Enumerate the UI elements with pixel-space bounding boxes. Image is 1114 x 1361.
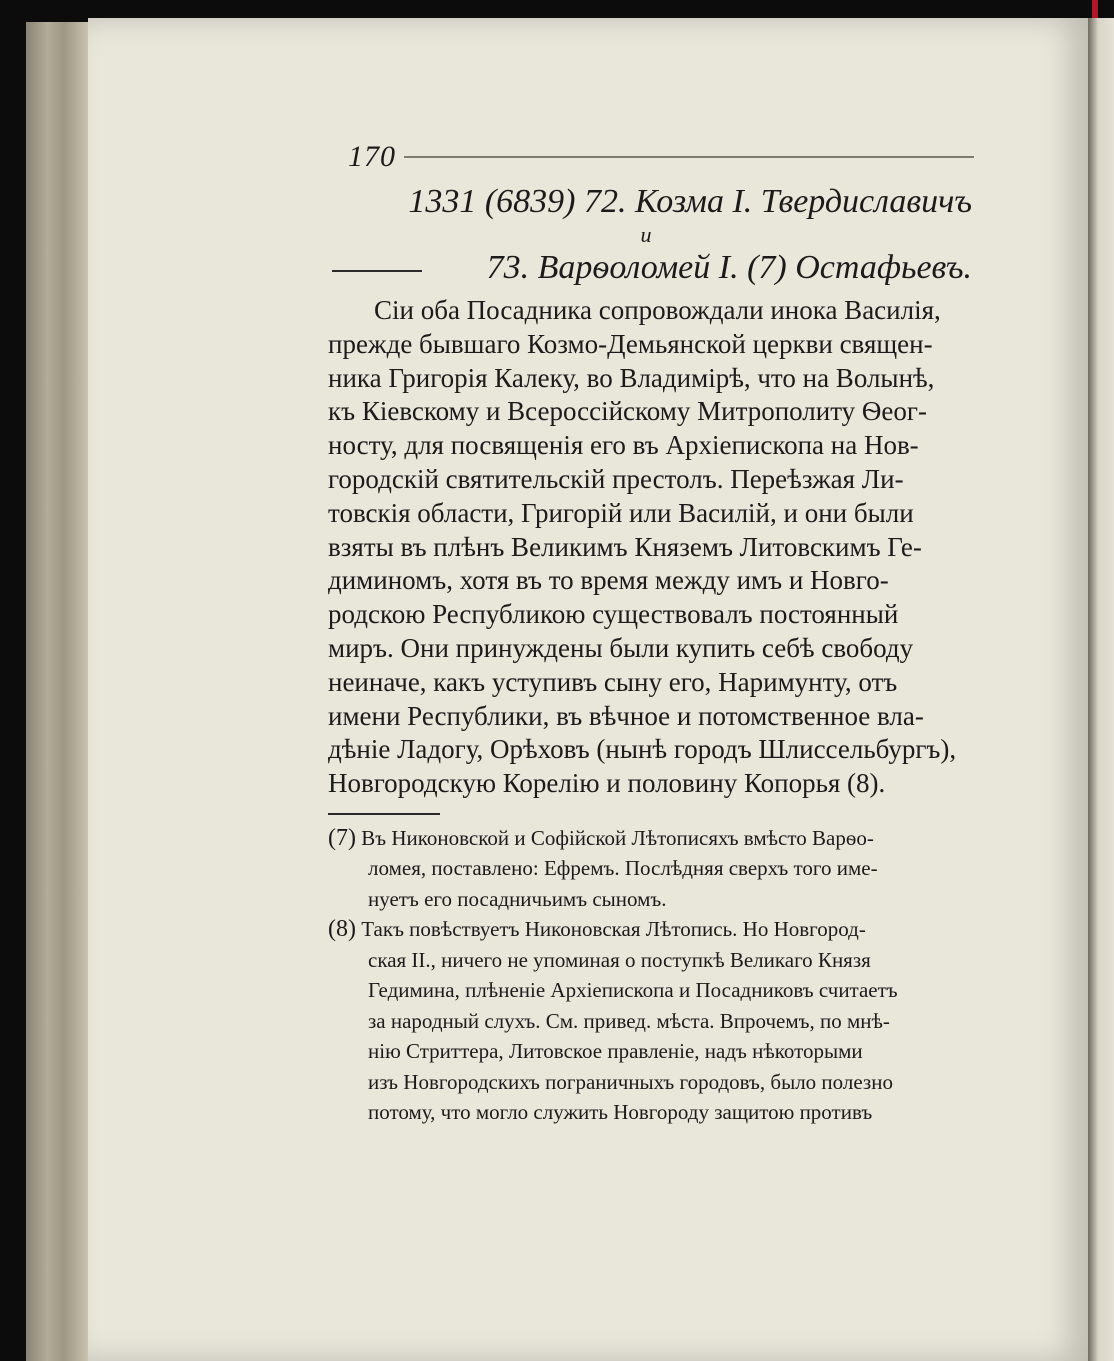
body-paragraph <box>236 294 976 801</box>
footnote-line: изъ Новгородскихъ пограничныхъ городовъ, было полезно <box>368 1069 893 1094</box>
body-line: неиначе, какъ уступивъ сыну его, Наримунту, отъ <box>328 666 898 697</box>
body-line: городскій святительскій престолъ. Переѣзжая Ли- <box>328 463 904 494</box>
footnote-line: ломея, поставлено: Ефремъ. Послѣдняя сверхъ того име- <box>368 856 878 881</box>
footnote-line <box>328 914 976 945</box>
body-line: Новгородскую Корелію и половину Копорья (8). <box>328 768 886 799</box>
body-line: ника Григорія Калеку, во Владимірѣ, что на Волынѣ, <box>328 362 935 393</box>
heading-conjunction: и <box>640 222 652 247</box>
footnote-mark: (8) <box>328 916 356 943</box>
footnote-8 <box>328 914 976 1128</box>
footnote-mark: (7) <box>328 824 356 851</box>
body-line: миръ. Они принуждены были купить себѣ свободу <box>328 632 914 663</box>
footnote-line: нію Стриттера, Литовское правленіе, надъ нѣкоторыми <box>368 1039 863 1064</box>
heading-dash <box>332 270 422 272</box>
facing-page-edge <box>1088 18 1114 1361</box>
footnote-line: нуетъ его посадничьимъ сыномъ. <box>368 886 667 911</box>
footnote-line <box>328 823 976 854</box>
body-line: товскія области, Григорій или Василій, и они были <box>328 497 914 528</box>
footnote-line: за народный слухъ. См. привед. мѣста. Впрочемъ, по мнѣ- <box>368 1008 890 1033</box>
footnotes <box>236 823 976 1128</box>
section-heading-line-1: 1331 (6839) 72. Козма I. Твердиславичъ <box>408 183 972 220</box>
section-heading-line-2 <box>236 248 976 288</box>
footnote-text: Такъ повѣствуетъ Никоновская Лѣтопись. Но Новгород- <box>361 917 866 942</box>
section-heading-line-2-text: 73. Варѳоломей I. (7) Остафьевъ. <box>486 249 972 286</box>
body-line: имени Республики, въ вѣчное и потомственное вла- <box>328 700 924 731</box>
footnote-line: потому, что могло служить Новгороду защитою противъ <box>368 1100 873 1125</box>
body-line: къ Кіевскому и Всероссійскому Митрополиту Ѳеог- <box>328 396 927 427</box>
body-line: Сiи оба Посадника сопровождали инока Василія, <box>374 295 941 325</box>
footnote-rule <box>328 813 440 815</box>
book-page-edges <box>26 22 88 1361</box>
footnote-7 <box>328 823 976 915</box>
header-rule <box>404 156 974 158</box>
body-line: родскою Республикою существовалъ постоянный <box>328 599 899 630</box>
body-line: дѣніе Ладогу, Орѣховъ (нынѣ городъ Шлиссельбургъ), <box>328 734 957 765</box>
body-line: диминомъ, хотя въ то время между имъ и Новго- <box>328 565 889 596</box>
body-line: прежде бывшаго Козмо-Демьянской церкви священ- <box>328 328 933 359</box>
running-head <box>236 136 976 173</box>
footnote-line: ская II., ничего не упоминая о поступкѣ Великаго Князя <box>368 947 871 972</box>
body-line: носту, для посвященія его въ Архіепископа на Нов- <box>328 430 919 461</box>
footnote-line: Гедимина, плѣненіе Архіепископа и Посадниковъ считаетъ <box>368 978 898 1003</box>
page-number: 170 <box>348 140 396 173</box>
page-text-block <box>236 136 976 1128</box>
body-line: взяты въ плѣнъ Великимъ Княземъ Литовскимъ Ге- <box>328 531 922 562</box>
footnote-text: Въ Никоновской и Софійской Лѣтописяхъ вмѣсто Варѳо- <box>361 825 874 850</box>
